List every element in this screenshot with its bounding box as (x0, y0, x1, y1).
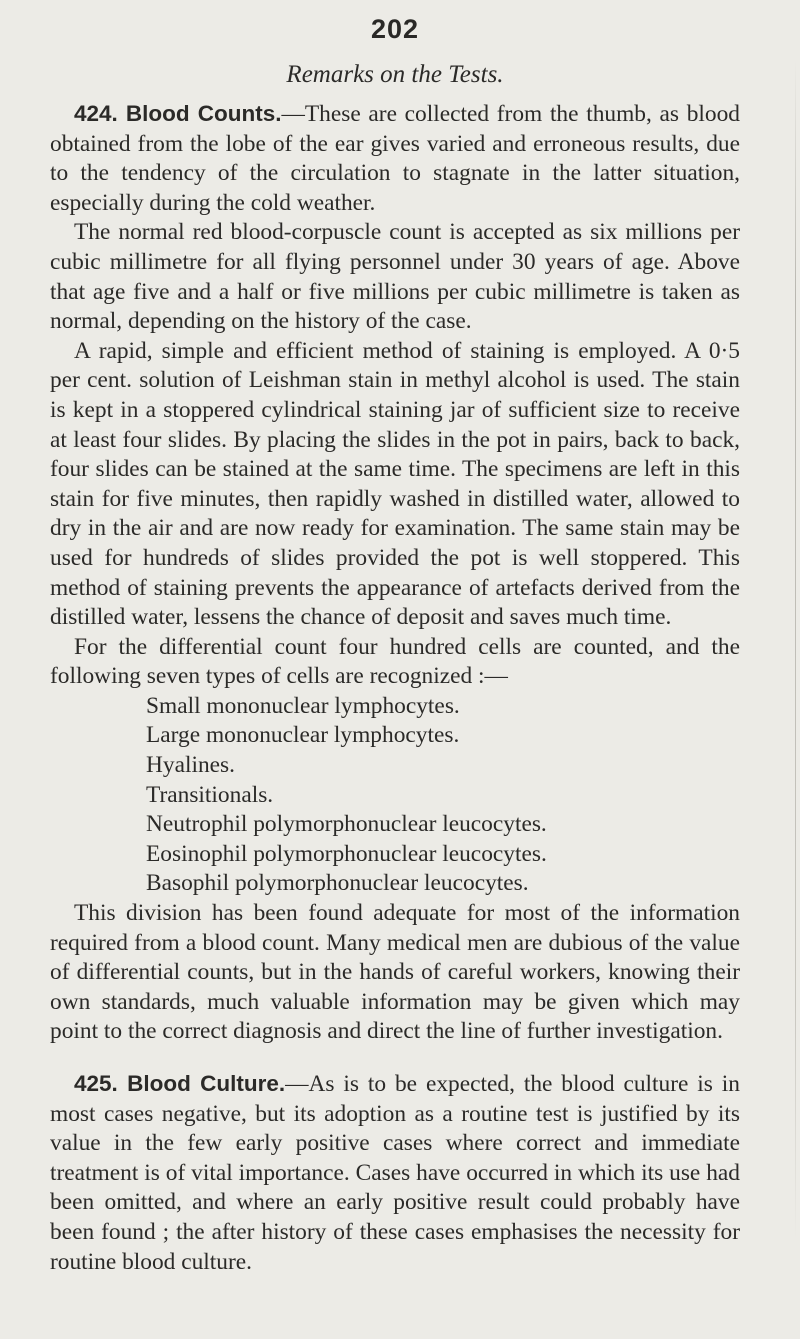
paragraph-text: —As is to be expected, the blood culture is in most cases negative, but its adoption as a routine test is justified by its value in the few early positive cases where correct and immediate treatment is of vital importance. Cases have occurred in which its use had been omitted, and where an early positive result could probably have been found ; the after history of these cases emphasises the necessity for routine blood culture. (50, 1071, 740, 1275)
section-424-blood-counts (50, 99, 740, 1047)
section-heading: 424. Blood Counts. (74, 101, 282, 126)
paragraph: A rapid, simple and efficient method of staining is employed. A 0·5 per cent. solution of Leishman stain in methyl alcohol is used. The stain is kept in a stoppered cylindrical staining jar of sufficient size to receive at least four slides. By placing the slides in the pot in pairs, back to back, four slides can be stained at the same time. The specimens are left in this stain for five minutes, then rapidly washed in distilled water, allowed to dry in the air and are now ready for examination. The same stain may be used for hundreds of slides provided the pot is well stoppered. This method of staining prevents the appearance of artefacts derived from the distilled water, lessens the chance of deposit and saves much time. (50, 337, 740, 631)
page-number: 202 (370, 14, 420, 44)
list-item: Hyalines. (146, 752, 235, 779)
paragraph: The normal red blood-corpuscle count is accepted as six millions per cubic millimetre for all flying personnel under 30 years of age. Above that age five and a half or five millions per cubic millimetre is taken as normal, depending on the history of the case. (50, 219, 740, 335)
paragraph (50, 1069, 740, 1277)
running-head: Remarks on the Tests. (286, 61, 504, 88)
list-item: Basophil polymorphonuclear leucocytes. (146, 870, 529, 897)
page-edge-shadow (795, 60, 796, 1240)
list-item: Eosinophil polymorphonuclear leucocytes. (146, 840, 547, 867)
list-item: Transitionals. (146, 781, 274, 808)
list-item: Neutrophil polymorphonuclear leucocytes. (146, 811, 547, 838)
list-item: Large mononuclear lymphocytes. (146, 722, 460, 749)
paragraph-text: —These are collected from the thumb, as blood obtained from the lobe of the ear gives varied and erroneous results, due to the tendency of the circulation to stagnate in the latter situation, especially during the cold weather. (50, 101, 740, 216)
paragraph: For the differential count four hundred cells are counted, and the following seven types of cells are recognized :— (50, 633, 740, 690)
section-425-blood-culture (50, 1069, 740, 1277)
section-heading: 425. Blood Culture. (74, 1071, 286, 1096)
cell-type-list (50, 692, 740, 899)
list-item: Small mononuclear lymphocytes. (146, 692, 460, 719)
paragraph (50, 99, 740, 218)
paragraph: This division has been found adequate for most of the information required from a blood count. Many medical men are dubious of the value of differential counts, but in the hands of careful workers, knowing their own standards, much valuable information may be given which may point to the correct diagnosis and direct the line of further investigation. (50, 900, 740, 1045)
